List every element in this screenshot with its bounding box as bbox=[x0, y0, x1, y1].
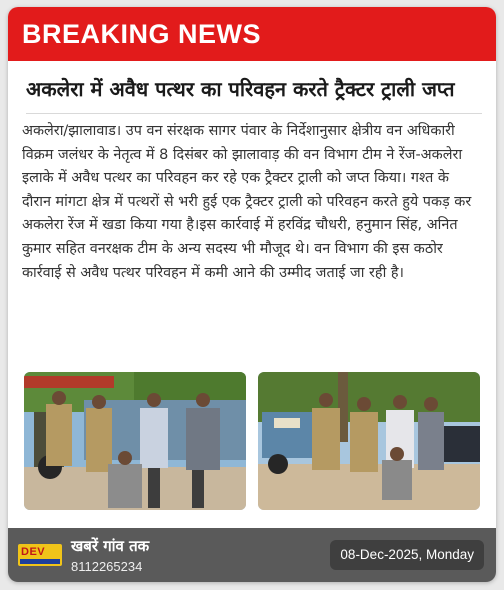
brand-logo bbox=[18, 544, 62, 566]
brand-name: खबरें गांव तक bbox=[71, 537, 150, 555]
footer-bar bbox=[8, 528, 496, 582]
photo-row bbox=[24, 372, 480, 510]
logo-stripe bbox=[20, 559, 60, 564]
breaking-news-banner: BREAKING NEWS bbox=[8, 7, 496, 61]
article-body: अकलेरा/झालावाड। उप वन संरक्षक सागर पंवार के निर्देशानुसार क्षेत्रीय वन अधिकारी विक्रम जलंधर के नेतृत्व में 8 दिसंबर को झालावाड़ की वन विभाग टीम ने रेंज-अकलेरा इलाके में अवैध पत्थर का परिवहन कर रहे एक ट्रैक्टर ट्राली को जप्त किया। गश्त के दौरान मांगटा क्षेत्र में पत्थरों से भरी हुई एक ट्रैक्टर ट्राली को परिवहन करते हुये पकड़ कर अकलेरा रेंज में खडा किया गया है।इस कार्रवाई में हरविंद्र चौधरी, हनुमान सिंह, अनित कुमार सहित वनरक्षक टीम के अन्य सदस्य भी मौजूद थे। वन विभाग की इस कठोर कार्रवाई से अवैध पत्थर परिवहन में कमी आने की उम्मीद जताई जा रही है। bbox=[22, 123, 472, 281]
news-photo-2[interactable] bbox=[258, 372, 480, 510]
news-photo-1[interactable] bbox=[24, 372, 246, 510]
brand-phone[interactable]: 8112265234 bbox=[71, 559, 143, 574]
news-card bbox=[8, 7, 496, 582]
headline: अकलेरा में अवैध पत्थर का परिवहन करते ट्रैक्टर ट्राली जप्त bbox=[26, 75, 482, 114]
date-badge: 08-Dec-2025, Monday bbox=[330, 540, 484, 570]
logo-text: DEV bbox=[21, 546, 46, 558]
